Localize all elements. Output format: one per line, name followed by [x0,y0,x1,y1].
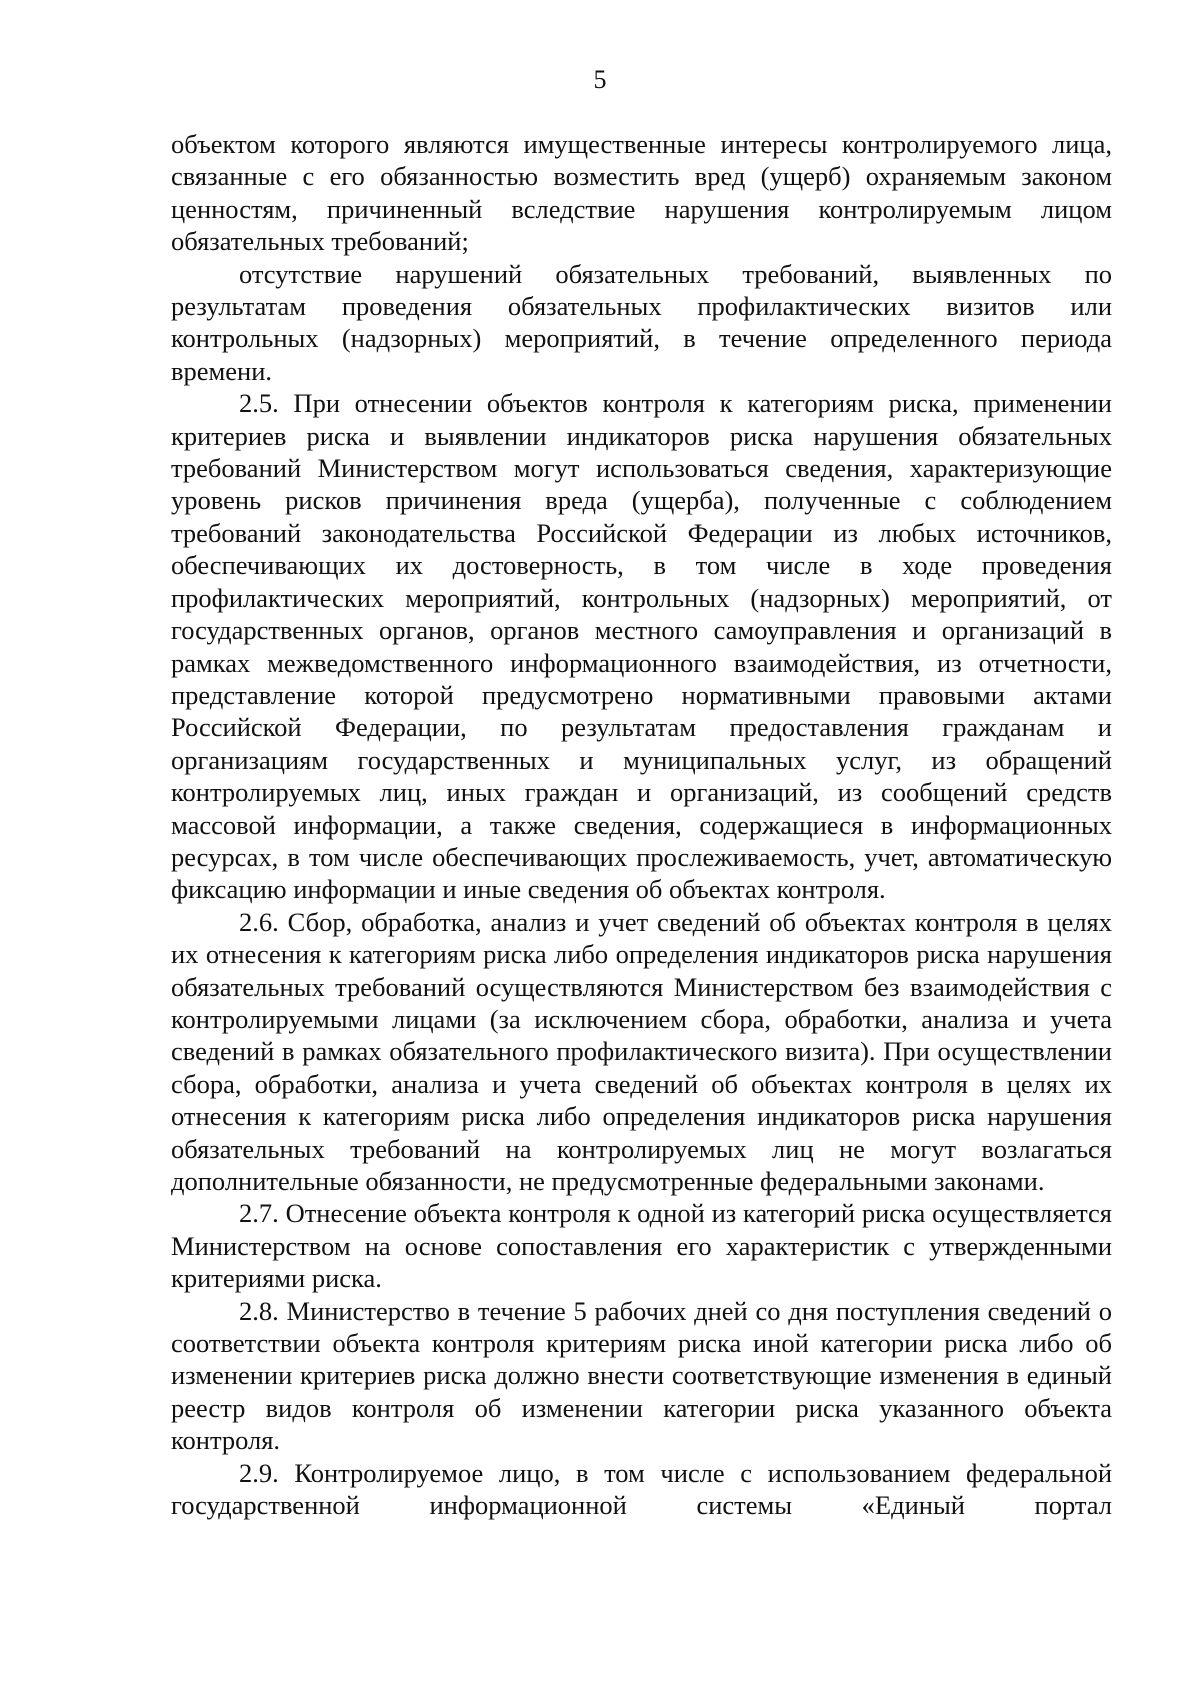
document-body [171,128,1112,1521]
paragraph-2-5: 2.5. При отнесении объектов контроля к категориям риска, применении критериев риска и выявлении индикаторов риска нарушения обязательных требований Министерством могут использоваться сведения, характеризующие уровень рисков причинения вреда (ущерба), полученные с соблюдением требований законодательства Российской Федерации из любых источников, обеспечивающих их достоверность, в том числе в ходе проведения профилактических мероприятий, контрольных (надзорных) мероприятий, от государственных органов, органов местного самоуправления и организаций в рамках межведомственного информационного взаимодействия, из отчетности, представление которой предусмотрено нормативными правовыми актами Российской Федерации, по результатам предоставления гражданам и организациям государственных и муниципальных услуг, из обращений контролируемых лиц, иных граждан и организаций, из сообщений средств массовой информации, а также сведения, содержащиеся в информационных ресурсах, в том числе обеспечивающих прослеживаемость, учет, автоматическую фиксацию информации и иные сведения об объектах контроля. [171,388,1112,905]
paragraph-2-6: 2.6. Сбор, обработка, анализ и учет сведений об объектах контроля в целях их отнесения к категориям риска либо определения индикаторов риска нарушения обязательных требований осуществляются Министерством без взаимодействия с контролируемыми лицами (за исключением сбора, обработки, анализа и учета сведений в рамках обязательного профилактического визита). При осуществлении сбора, обработки, анализа и учета сведений об объектах контроля в целях их отнесения к категориям риска либо определения индикаторов риска нарушения обязательных требований на контролируемых лиц не могут возлагаться дополнительные обязанности, не предусмотренные федеральными законами. [171,906,1112,1196]
paragraph-2-9: 2.9. Контролируемое лицо, в том числе с использованием федеральной государственной информационной системы «Единый портал [171,1457,1112,1521]
page-number: 5 [593,65,607,94]
paragraph-no-violations: отсутствие нарушений обязательных требований, выявленных по результатам проведения обязательных профилактических визитов или контрольных (надзорных) мероприятий, в течение определенного периода времени. [171,258,1112,386]
paragraph-2-7: 2.7. Отнесение объекта контроля к одной из категорий риска осуществляется Министерством на основе сопоставления его характеристик с утвержденными критериями риска. [171,1198,1112,1294]
paragraph-2-8: 2.8. Министерство в течение 5 рабочих дней со дня поступления сведений о соответствии объекта контроля критериям риска иной категории риска либо об изменении критериев риска должно внести соответствующие изменения в единый реестр видов контроля об изменении категории риска указанного объекта контроля. [171,1295,1112,1456]
paragraph-risk-object-continuation: объектом которого являются имущественные интересы контролируемого лица, связанные с его обязанностью возместить вред (ущерб) охраняемым законом ценностям, причиненный вследствие нарушения контролируемым лицом обязательных требований; [171,129,1112,257]
